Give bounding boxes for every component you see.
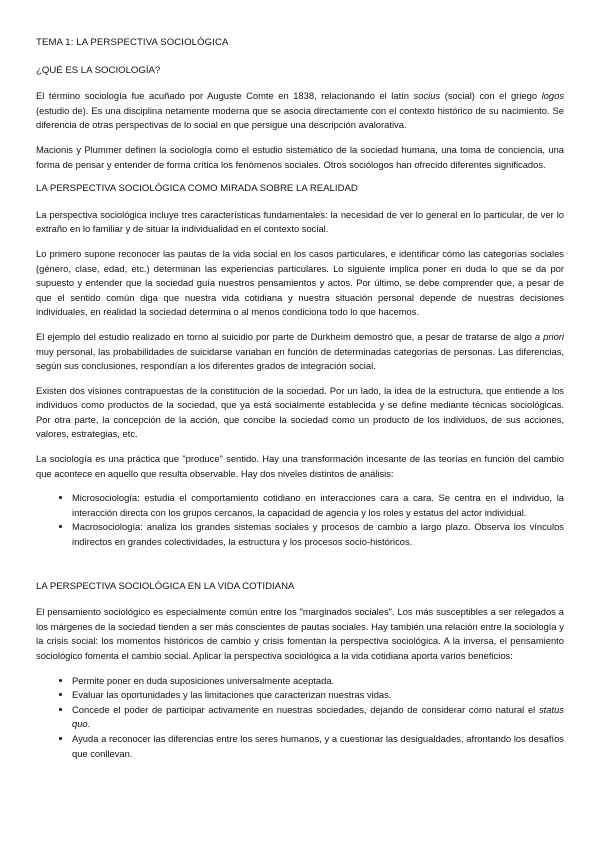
paragraph: El término sociología fue acuñado por Auguste Comte en 1838, relacionando el latín socius (social) con el griego logos (estudio de). Es una disciplina netamente moderna que se asocia directamente con el contexto histórico de su nacimiento. Se diferencia de otras perspectivas de lo social en que persigue una descripción avalorativa. bbox=[36, 90, 565, 131]
paragraph: La perspectiva sociológica incluye tres características fundamentales: la necesidad de ver lo general en lo particular, de ver lo extraño en lo familiar y de situar la individualidad en el contexto social. bbox=[36, 208, 564, 235]
section-heading-mirada: LA PERSPECTIVA SOCIOLÓGICA COMO MIRADA SOBRE LA REALIDAD bbox=[36, 183, 358, 195]
list-item: • Evaluar las oportunidades y las limitaciones que caracterizan nuestras vidas. bbox=[72, 688, 564, 703]
paragraph: Existen dos visiones contrapuestas de la constitución de la sociedad. Por un lado, la idea de la estructura, que entiende a los individuos como productos de la sociedad, que ya está socialmente establecida y se define mediante técnicas sociológicas. Por otra parte, la concepción de la acción, que concibe la sociedad como un producto de los individuos, de sus acciones, valores, estrategias, etc. bbox=[36, 384, 564, 440]
list-item: • Microsociología: estudia el comportamiento cotidiano en interacciones cara a cara. Se centra en el individuo, la interacción directa con los grupos cercanos, la capacidad de agencia y los roles y estatus del actor individual. bbox=[72, 491, 564, 520]
list-item: • Macrosociología: analiza los grandes sistemas sociales y procesos de cambio a largo plazo. Observa los vínculos indirectos en grandes colectividades, la estructura y los procesos socio-históricos. bbox=[72, 520, 564, 549]
document-title: TEMA 1: LA PERSPECTIVA SOCIOLÓGICA bbox=[36, 37, 229, 48]
paragraph: El pensamiento sociológico es especialmente común entre los "marginados sociales". Los más susceptibles a ser relegados a los márgenes de la sociedad tienden a ser más conscientes de pautas sociales. Hay también una relación entre la sociología y la crisis social: los momentos históricos de cambio y crisis fomentan la perspectiva sociológica. A la inversa, el pensamiento sociológico fomenta el cambio social. Aplicar la perspectiva sociológica a la vida cotidiana aporta varios beneficios: bbox=[36, 606, 564, 661]
paragraph: Lo primero supone reconocer las pautas de la vida social en los casos particulares, e identificar cómo las categorías sociales (género, clase, edad, etc.) determinan las experiencias particulares. Lo siguiente implica poner en duda lo que se da por supuesto y entender que la sociedad guía nuestros pensamientos y actos. Por último, se debe comprender que, a pesar de que el sentido común diga que nuestra vida cotidiana y nuestra situación personal depende de nuestras decisiones individuales, en realidad la sociedad determina o al menos condiciona todo lo que hacemos. bbox=[36, 247, 564, 318]
bullet-list-niveles bbox=[36, 491, 564, 549]
paragraph: Macionis y Plummer definen la sociología como el estudio sistemático de la sociedad humana, una toma de conciencia, una forma de pensar y entender de forma crítica los fenómenos sociales. Otros sociólogos han ofrecido diferentes significados. bbox=[36, 143, 564, 170]
section-heading-vida-cotidiana: LA PERSPECTIVA SOCIOLÓGICA EN LA VIDA COTIDIANA bbox=[36, 580, 295, 592]
list-item: • Concede el poder de participar activamente en nuestras sociedades, dejando de considerar como natural el status quo. bbox=[72, 703, 564, 732]
list-item: • Ayuda a reconocer las diferencias entre los seres humanos, y a cuestionar las desigualdades, afrontando los desafíos que conllevan. bbox=[72, 732, 564, 761]
spacer bbox=[36, 560, 564, 580]
paragraph: El ejemplo del estudio realizado en torno al suicidio por parte de Durkheim demostró que, a pesar de tratarse de algo a priori muy personal, las probabilidades de suicidarse variaban en función de determinadas categorías de personas. Las diferencias, según sus conclusiones, respondían a los diferentes grados de integración social. bbox=[36, 330, 565, 372]
document-page bbox=[36, 36, 564, 771]
list-item: • Permite poner en duda suposiciones universalmente aceptada. bbox=[72, 674, 564, 689]
bullet-list-beneficios bbox=[36, 674, 564, 762]
section-heading-que-es: ¿QUÉ ES LA SOCIOLOGÍA? bbox=[36, 64, 161, 76]
paragraph: La sociología es una práctica que "produce" sentido. Hay una transformación incesante de las teorías en función del cambio que acontece en aquello que resulta observable. Hay dos niveles distintos de análisis: bbox=[36, 453, 564, 479]
